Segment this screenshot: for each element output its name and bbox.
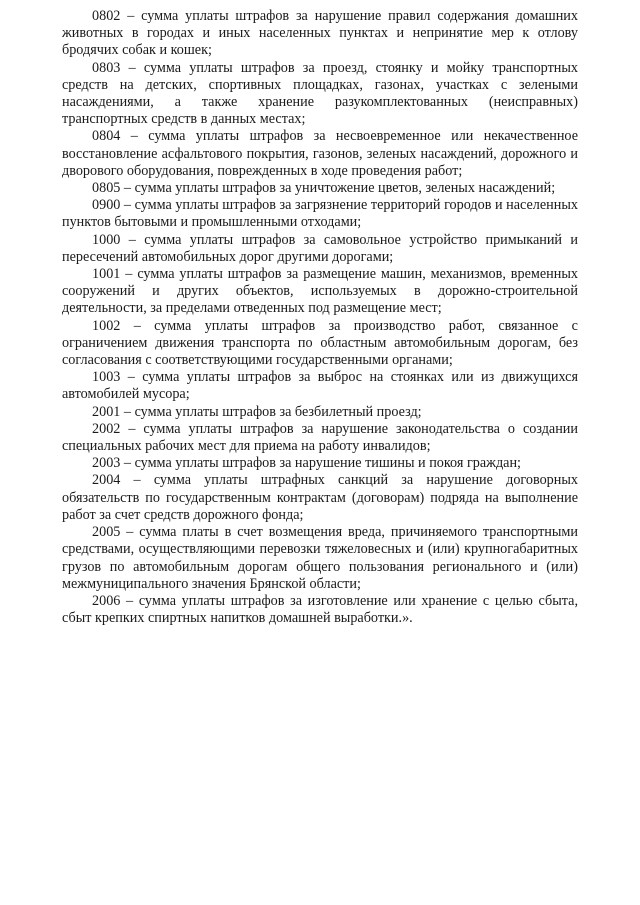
paragraph-2003: 2003 – сумма уплаты штрафов за нарушение тишины и покоя граждан; (92, 455, 522, 472)
paragraph-1002: 1002 – сумма уплаты штрафов за производство работ, связанное с ограничением движения транспорта по областным автомобильным дорогам, без согласования с соответствующими государственными органами; (62, 317, 578, 369)
paragraph-2002: 2002 – сумма уплаты штрафов за нарушение законодательства о создании специальных рабочих мест для приема на работу инвалидов; (62, 420, 578, 455)
paragraph-2001: 2001 – сумма уплаты штрафов за безбилетный проезд; (92, 403, 422, 420)
paragraph-0802: 0802 – сумма уплаты штрафов за нарушение правил содержания домашних животных в городах и иных населенных пунктах и непринятие мер к отлову бродячих собак и кошек; (62, 8, 578, 59)
paragraph-0803: 0803 – сумма уплаты штрафов за проезд, стоянку и мойку транспортных средств на детских, спортивных площадках, газонах, участках с зелеными насаждениями, а также хранение разукомплектованных (неисправных) транспортных средств в данных местах; (62, 59, 578, 128)
paragraph-1000: 1000 – сумма уплаты штрафов за самовольное устройство примыканий и пересечений автомобильных дорог другими дорогами; (62, 231, 578, 265)
paragraph-2005: 2005 – сумма платы в счет возмещения вреда, причиняемого транспортными средствами, осуществляющими перевозки тяжеловесных и (или) крупногабаритных грузов по автомобильным дорогам общего пользования регионального и (или) межмуниципального значения Брянской области; (62, 524, 578, 592)
paragraph-0900: 0900 – сумма уплаты штрафов за загрязнение территорий городов и населенных пунктов бытовыми и промышленными отходами; (62, 197, 578, 231)
paragraph-1003: 1003 – сумма уплаты штрафов за выброс на стоянках или из движущихся автомобилей мусора; (62, 369, 578, 403)
document-body (62, 8, 578, 627)
paragraph-2006: 2006 – сумма уплаты штрафов за изготовление или хранение с целью сбыта, сбыт крепких спиртных напитков домашней выработки.». (62, 592, 578, 627)
paragraph-1001: 1001 – сумма уплаты штрафов за размещение машин, механизмов, временных сооружений и других объектов, используемых в дорожно-строительной деятельности, за пределами отведенных под размещение мест; (62, 266, 578, 317)
paragraph-2004: 2004 – сумма уплаты штрафных санкций за нарушение договорных обязательств по государственным контрактам (договорам) подряда на выполнение работ за счет средств дорожного фонда; (62, 472, 578, 523)
paragraph-0805: 0805 – сумма уплаты штрафов за уничтожение цветов, зеленых насаждений; (92, 180, 556, 197)
paragraph-0804: 0804 – сумма уплаты штрафов за несвоевременное или некачественное восстановление асфальтового покрытия, газонов, зеленых насаждений, дорожного и дворового оборудования, поврежденных в ходе проведения работ; (62, 128, 578, 179)
